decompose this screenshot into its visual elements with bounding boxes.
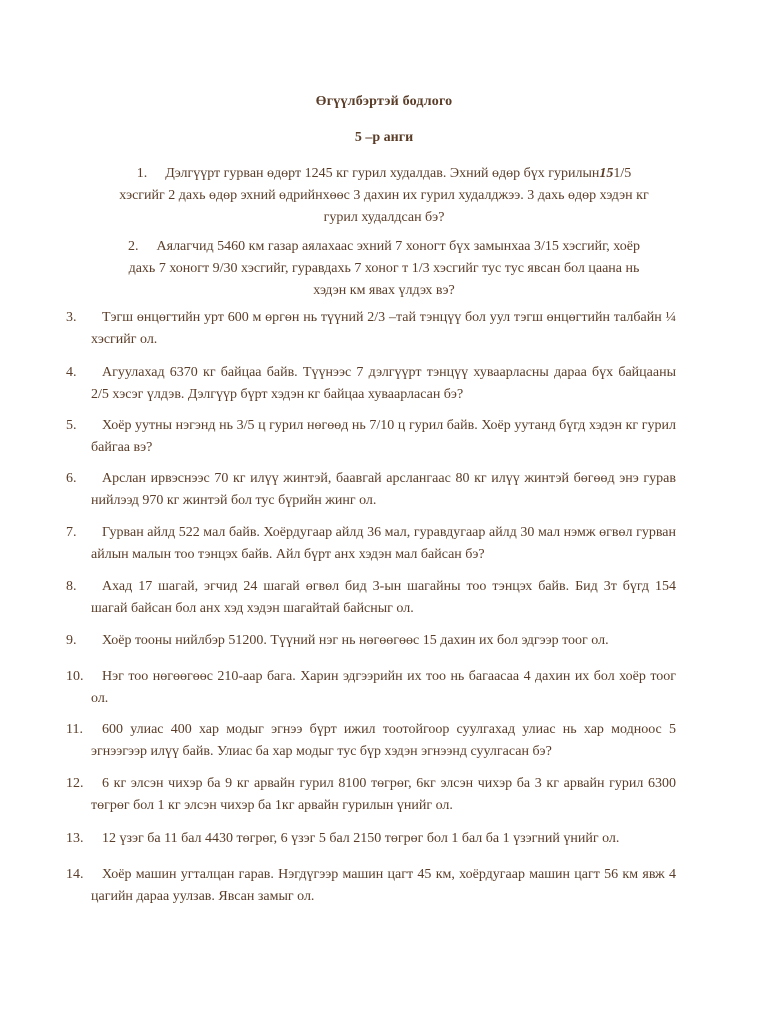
problem-number: 6. bbox=[66, 471, 77, 486]
problem-1 bbox=[0, 163, 768, 229]
problem-number: 10. bbox=[66, 669, 84, 684]
problem-12 bbox=[66, 773, 676, 817]
problem-2-line-2: дахь 7 хоногт 9/30 хэсгийг, гуравдахь 7 хоног т 1/3 хэсгийг тус тус явсан бол цаана нь bbox=[128, 261, 640, 276]
problem-text: 600 улиас 400 хар модыг эгнээ бүрт ижил тоотойгоор суулгахад улиас нь хар модноос 5 эгнээгээр илүү байв. Улиас ба хар модыг тус бүр хэдэн эгнээнд суулгасан бэ? bbox=[91, 722, 676, 759]
problem-8 bbox=[66, 576, 676, 620]
problem-text: Арслан ирвэснээс 70 кг илүү жинтэй, баавгай арслангаас 80 кг илүү жинтэй бөгөөд энэ гурав нийлээд 970 кг жинтэй бол тус бүрийн жинг ол. bbox=[91, 471, 676, 508]
problem-6 bbox=[66, 468, 676, 512]
problem-text: Хоёр тооны нийлбэр 51200. Түүний нэг нь нөгөөгөөс 15 дахин их бол эдгээр тоог ол. bbox=[102, 633, 609, 648]
problem-number: 7. bbox=[66, 525, 77, 540]
problem-number: 4. bbox=[66, 365, 77, 380]
problem-text: 6 кг элсэн чихэр ба 9 кг арвайн гурил 8100 төгрөг, 6кг элсэн чихэр ба 3 кг арвайн гурил 6300 төгрөг бол 1 кг элсэн чихэр ба 1кг арвайн гурилын үнийг ол. bbox=[91, 776, 676, 813]
problem-text: Гурван айлд 522 мал байв. Хоёрдугаар айлд 36 мал, гуравдугаар айлд 30 мал нэмж өгвөл гурван айлын малын тоо тэнцэх байв. Айл бүрт анх хэдэн мал байсан бэ? bbox=[91, 525, 676, 562]
problem-number: 14. bbox=[66, 867, 84, 882]
problem-10 bbox=[66, 666, 676, 710]
problem-number: 2. bbox=[128, 239, 139, 254]
problem-2 bbox=[0, 236, 768, 302]
problem-text: Хоёр уутны нэгэнд нь 3/5 ц гурил нөгөөд нь 7/10 ц гурил байв. Хоёр уутанд бүгд хэдэн кг гурил байгаа вэ? bbox=[91, 418, 676, 455]
problem-5 bbox=[66, 415, 676, 459]
problem-text: Нэг тоо нөгөөгөөс 210-аар бага. Харин эдгээрийн их тоо нь багаасаа 4 дахин их бол хоёр тоог ол. bbox=[91, 669, 676, 706]
problem-number: 3. bbox=[66, 310, 77, 325]
problem-7 bbox=[66, 522, 676, 566]
problem-number: 12. bbox=[66, 776, 84, 791]
document-subtitle: 5 –р анги bbox=[354, 130, 414, 145]
problem-number: 1. bbox=[136, 166, 148, 181]
problem-number: 13. bbox=[66, 831, 84, 846]
problem-3 bbox=[66, 307, 676, 351]
document-title: Өгүүлбэртэй бодлого bbox=[315, 94, 453, 109]
problem-14 bbox=[66, 864, 676, 908]
problem-1-line-2: хэсгийг 2 дахь өдөр эхний өдрийнхөөс 3 дахин их гурил худалджээ. 3 дахь өдөр хэдэн кг bbox=[119, 188, 649, 203]
problem-2-line-3: хэдэн км явах үлдэх вэ? bbox=[313, 283, 455, 298]
problem-text: Ахад 17 шагай, эгчид 24 шагай өгвөл бид 3-ын шагайны тоо тэнцэх байв. Бид 3т бүгд 154 шагай байсан бол анх хэд хэдэн шагайтай байсныг ол. bbox=[91, 579, 676, 616]
problem-text: Тэгш өнцөгтийн урт 600 м өргөн нь түүний 2/3 –тай тэнцүү бол уул тэгш өнцөгтийн талбайн ¼ хэсгийг ол. bbox=[91, 310, 676, 347]
problem-13 bbox=[66, 828, 676, 850]
problem-text: Хоёр машин угталцан гарав. Нэгдүгээр машин цагт 45 км, хоёрдугаар машин цагт 56 км явж 4 цагийн дараа уулзав. Явсан замыг ол. bbox=[91, 867, 676, 904]
problem-number: 11. bbox=[66, 722, 83, 737]
problem-9 bbox=[66, 630, 676, 652]
problem-text: Агуулахад 6370 кг байцаа байв. Түүнээс 7 дэлгүүрт тэнцүү хуваарласны дараа бүх байцааны 2/5 хэсэг үлдэв. Дэлгүүр бүрт хэдэн кг байцаа хуваарласан бэ? bbox=[91, 365, 676, 402]
problem-1-line-3: гурил худалдсан бэ? bbox=[323, 210, 445, 225]
problem-11 bbox=[66, 719, 676, 763]
problem-text: 12 үзэг ба 11 бал 4430 төгрөг, 6 үзэг 5 бал 2150 төгрөг бол 1 бал ба 1 үзэгний үнийг ол. bbox=[102, 831, 620, 846]
problem-number: 8. bbox=[66, 579, 77, 594]
problem-1-line-1: 1. Дэлгүүрт гурван өдөрт 1245 кг гурил худалдав. Эхний өдөр бүх гурилын151/5 bbox=[0, 163, 768, 185]
problem-number: 5. bbox=[66, 418, 77, 433]
problem-2-line-1: 2. Аялагчид 5460 км газар аялахаас эхний 7 хоногт бүх замынхаа 3/15 хэсгийг, хоёр bbox=[0, 236, 768, 258]
problem-number: 9. bbox=[66, 633, 77, 648]
problem-4 bbox=[66, 362, 676, 406]
